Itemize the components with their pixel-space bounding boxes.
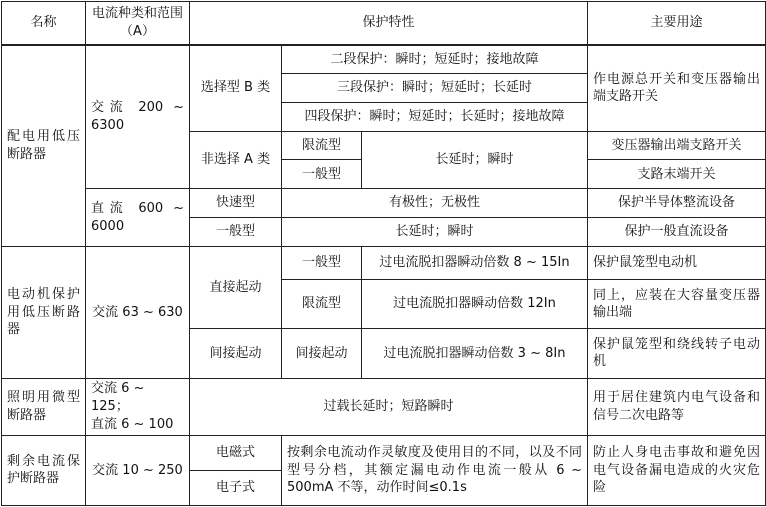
distribution-ac-range: 交流 200 ~ 6300 [86, 45, 190, 189]
lighting-usage: 用于居住建筑内电气设备和信号二次电路等 [588, 378, 766, 435]
residual-name: 剩余电流保护断路器 [2, 435, 86, 505]
b-two-stage: 二段保护：瞬时；短延时；接地故障 [282, 45, 588, 74]
a-usage-1: 变压器输出端支路开关 [588, 131, 766, 160]
direct-limit-usage: 同上，应装在大容量变压器输出端 [588, 279, 766, 328]
header-name: 名称 [2, 2, 86, 45]
direct-start-label: 直接起动 [190, 246, 282, 328]
header-row [2, 2, 766, 45]
a-protection: 长延时；瞬时 [362, 131, 588, 189]
b-four-stage: 四段保护：瞬时；短延时；长延时；接地故障 [282, 102, 588, 131]
motor-name: 电动机保护用低压断路器 [2, 246, 86, 378]
table-row [2, 378, 766, 435]
lighting-range [86, 378, 190, 435]
lighting-protection: 过载长延时；短路瞬时 [190, 378, 588, 435]
indirect-type: 间接起动 [282, 329, 362, 378]
nonselective-a-label: 非选择 A 类 [190, 131, 282, 189]
dc-general-usage: 保护一般直流设备 [588, 218, 766, 247]
direct-general-protection: 过电流脱扣器瞬动倍数 8 ~ 15In [362, 246, 588, 279]
header-current: 电流种类和范围（A） [86, 2, 190, 45]
residual-electromagnetic: 电磁式 [190, 435, 282, 470]
dc-fast-type: 快速型 [190, 189, 282, 218]
indirect-start-label: 间接起动 [190, 329, 282, 378]
header-usage: 主要用途 [588, 2, 766, 45]
residual-range: 交流 10 ~ 250 [86, 435, 190, 505]
indirect-protection: 过电流脱扣器瞬动倍数 3 ~ 8In [362, 329, 588, 378]
direct-general-usage: 保护鼠笼型电动机 [588, 246, 766, 279]
distribution-dc-range: 直流 600 ~ 6000 [86, 189, 190, 247]
dc-fast-protection: 有极性；无极性 [282, 189, 588, 218]
b-three-stage: 三段保护：瞬时；短延时；长延时 [282, 74, 588, 103]
direct-limit-protection: 过电流脱扣器瞬动倍数 12In [362, 279, 588, 328]
lighting-name: 照明用微型断路器 [2, 378, 86, 435]
table-row [2, 45, 766, 74]
header-protection: 保护特性 [190, 2, 588, 45]
dc-general-protection: 长延时；瞬时 [282, 218, 588, 247]
circuit-breaker-table [1, 1, 766, 506]
a-limit-type: 限流型 [282, 131, 362, 160]
selective-b-label: 选择型 B 类 [190, 45, 282, 131]
residual-electronic: 电子式 [190, 470, 282, 505]
residual-protection: 按剩余电流动作灵敏度及使用目的不同，以及不同型号分档，其额定漏电动作电流一般从 6 ~ 500mA 不等，动作时间≤0.1s [282, 435, 588, 505]
direct-general-type: 一般型 [282, 246, 362, 279]
dc-general-type: 一般型 [190, 218, 282, 247]
residual-usage: 防止人身电击事故和避免因电气设备漏电造成的火灾危险 [588, 435, 766, 505]
table-row [2, 246, 766, 279]
indirect-usage: 保护鼠笼型和绕线转子电动机 [588, 329, 766, 378]
table-row [2, 435, 766, 470]
motor-range: 交流 63 ~ 630 [86, 246, 190, 378]
distribution-name: 配电用低压断路器 [2, 45, 86, 247]
a-usage-2: 支路末端开关 [588, 160, 766, 189]
b-usage: 作电源总开关和变压器输出端支路开关 [588, 45, 766, 131]
lighting-range-ac: 交流 6 ~ 125； [91, 381, 145, 415]
table-row [2, 189, 766, 218]
lighting-range-dc: 直流 6 ~ 100 [91, 416, 174, 432]
a-general-type: 一般型 [282, 160, 362, 189]
direct-limit-type: 限流型 [282, 279, 362, 328]
dc-fast-usage: 保护半导体整流设备 [588, 189, 766, 218]
